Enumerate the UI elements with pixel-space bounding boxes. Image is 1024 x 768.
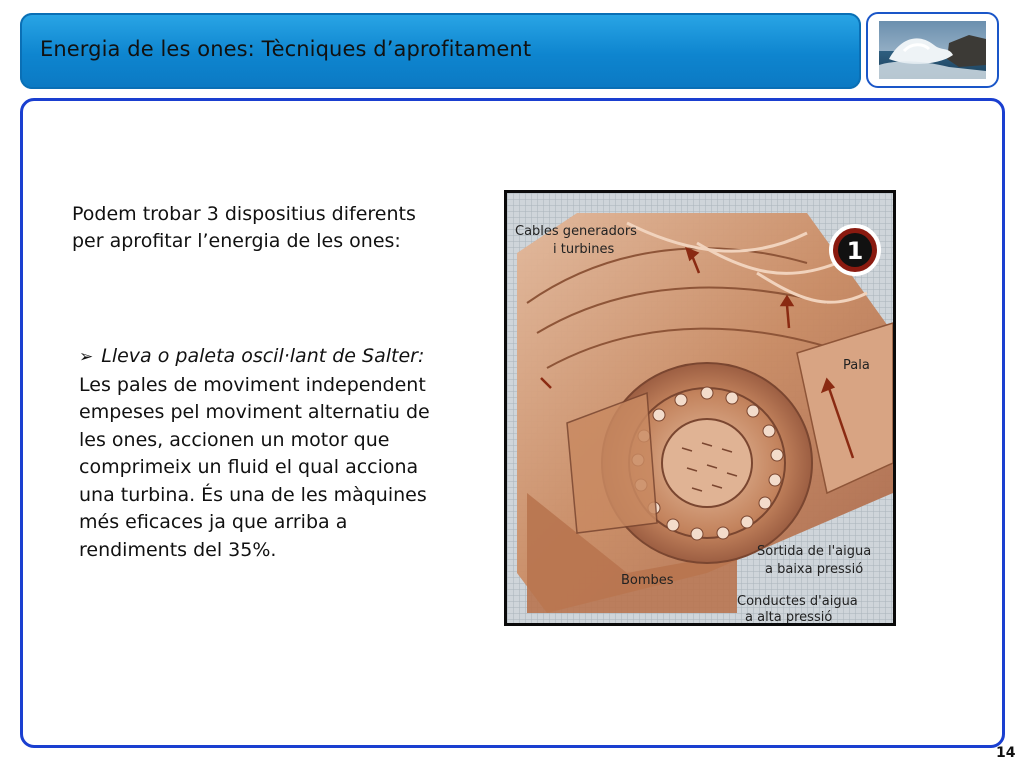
label-sortida-line1: Sortida de l'aigua	[757, 544, 872, 559]
bullet-arrow-icon: ➢	[79, 347, 94, 367]
label-conductes-line2: a alta pressió	[745, 610, 833, 623]
label-top-line2: i turbines	[553, 242, 615, 257]
page-number: 14	[996, 745, 1016, 761]
bullet-salter	[79, 343, 439, 564]
figure-badge: 1	[846, 237, 864, 265]
label-conductes-line1: Conductes d'aigua	[737, 594, 858, 609]
label-sortida-line2: a baixa pressió	[765, 562, 864, 577]
bullet-title: Lleva o paleta oscil·lant de Salter:	[101, 345, 425, 367]
bullet-body: Les pales de moviment independent empeses pel moviment alternatiu de les ones, accionen un motor que comprimeix un fluid el qual acciona una turbina. És una de les màquines més eficaces ja que arriba a rendiments del 35%.	[79, 373, 430, 561]
salter-duck-illustration	[507, 193, 893, 623]
title-bar	[20, 13, 861, 89]
header-thumbnail	[866, 12, 999, 88]
label-top-line1: Cables generadors	[515, 224, 637, 239]
ocean-waves-icon	[879, 21, 986, 79]
intro-paragraph: Podem trobar 3 dispositius diferents per aprofitar l’energia de les ones:	[72, 203, 416, 252]
slide-title: Energia de les ones: Tècniques d’aprofitament	[40, 37, 532, 61]
salter-duck-diagram	[504, 190, 896, 626]
label-pala: Pala	[843, 358, 870, 373]
label-bombes: Bombes	[621, 573, 674, 588]
